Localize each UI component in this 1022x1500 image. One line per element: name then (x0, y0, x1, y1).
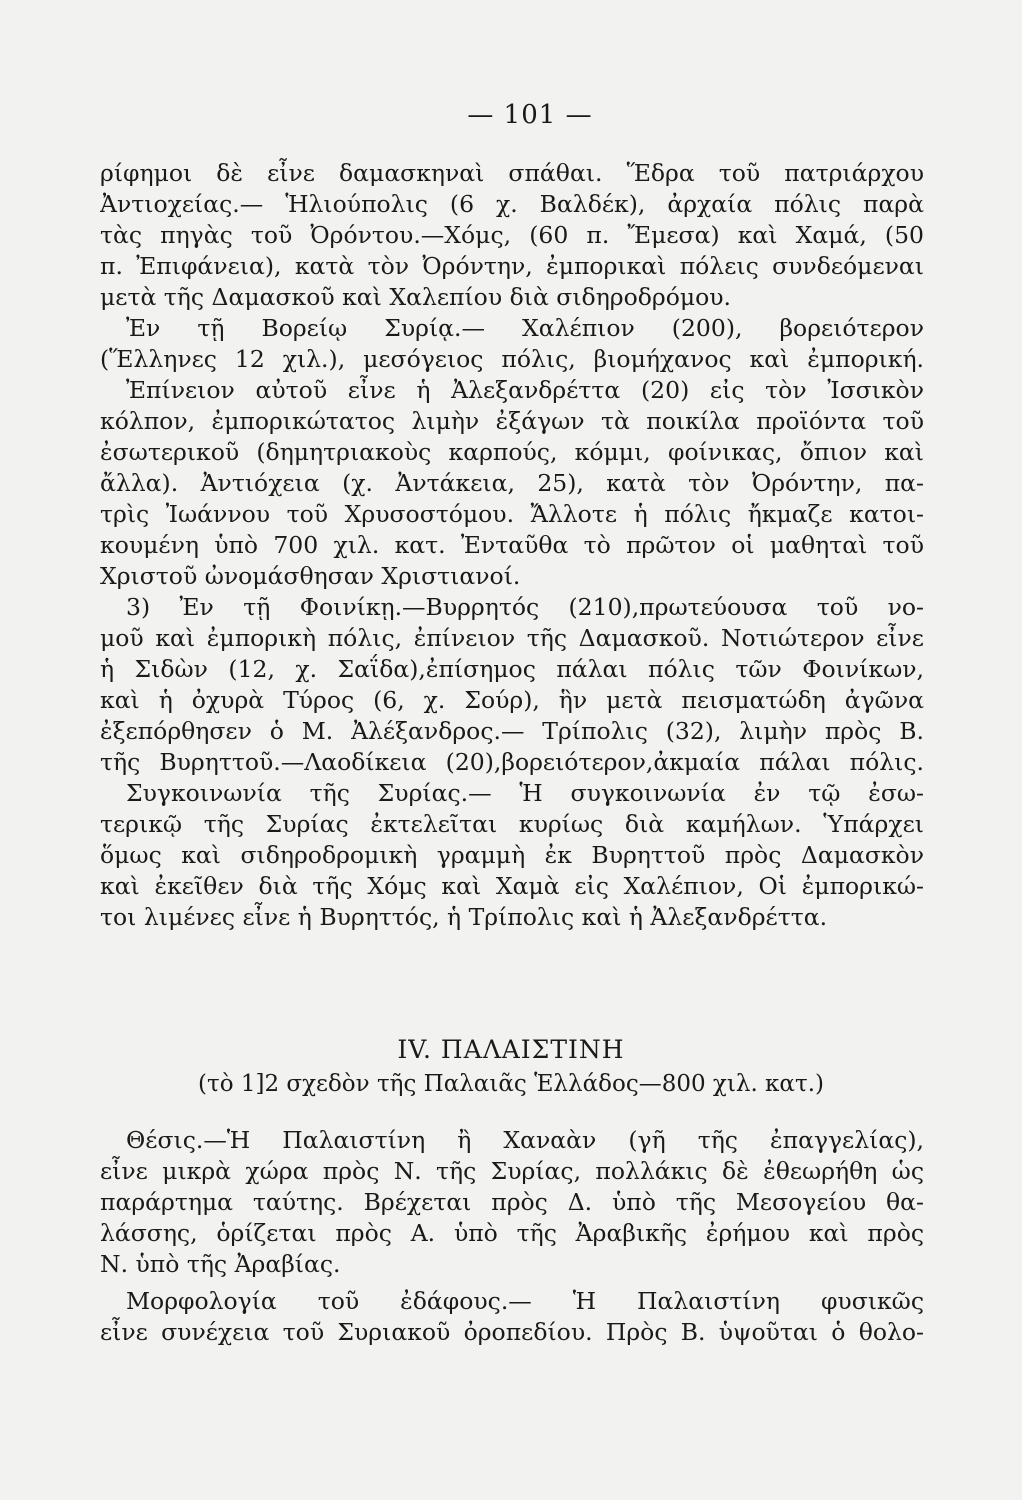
text-line: Ν. ὑπὸ τῆς Ἀραβίας. (100, 1250, 341, 1278)
text-line: 3) Ἐν τῇ Φοινίκῃ.—Βυρρητός (210),πρωτεύουσα τοῦ νο- (126, 593, 924, 621)
text-line: εἶνε συνέχεια τοῦ Συριακοῦ ὀροπεδίου. Πρὸς Β. ὑψοῦται ὁ θολο- (100, 1318, 924, 1346)
text-line: μοῦ καὶ ἐμπορικὴ πόλις, ἐπίνειον τῆς Δαμασκοῦ. Νοτιώτερον εἶνε (100, 624, 924, 652)
section-subtitle: (τὸ 1]2 σχεδὸν τῆς Παλαιᾶς Ἑλλάδος—800 χιλ. κατ.) (198, 1071, 824, 1097)
text-line: Μορφολογία τοῦ ἐδάφους.— Ἡ Παλαιστίνη φυσικῶς (126, 1287, 924, 1315)
section-heading: IV. ΠΑΛΑΙΣΤΙΝΗ (397, 1035, 625, 1064)
text-line: Ἐν τῇ Βορείῳ Συρίᾳ.— Χαλέπιον (200), βορειότερον (126, 314, 924, 342)
text-line: παράρτημα ταύτης. Βρέχεται πρὸς Δ. ὑπὸ τῆς Μεσογείου θα- (100, 1188, 924, 1216)
text-line: π. Ἐπιφάνεια), κατὰ τὸν Ὀρόντην, ἐμπορικαὶ πόλεις συνδεόμεναι (100, 252, 924, 280)
text-line: ὅμως καὶ σιδηροδρομικὴ γραμμὴ ἐκ Βυρηττοῦ πρὸς Δαμασκὸν (100, 841, 924, 869)
page-number: — 101 — (467, 100, 593, 130)
text-line: ἐξεπόρθησεν ὁ Μ. Ἀλέξανδρος.— Τρίπολις (32), λιμὴν πρὸς Β. (100, 717, 924, 745)
text-line: καὶ ἡ ὀχυρὰ Τύρος (6, χ. Σούρ), ἣν μετὰ πεισματώδη ἀγῶνα (100, 686, 924, 714)
text-line: ρίφημοι δὲ εἶνε δαμασκηναὶ σπάθαι. Ἕδρα τοῦ πατριάρχου (100, 159, 924, 187)
text-line: Ἐπίνειον αὐτοῦ εἶνε ἡ Ἀλεξανδρέττα (20) εἰς τὸν Ἰσσικὸν (126, 376, 924, 404)
text-line: τῆς Βυρηττοῦ.—Λαοδίκεια (20),βορειότερον,ἀκμαία πάλαι πόλις. (100, 748, 924, 776)
text-line: Χριστοῦ ὠνομάσθησαν Χριστιανοί. (100, 562, 521, 590)
text-line: μετὰ τῆς Δαμασκοῦ καὶ Χαλεπίου διὰ σιδηροδρόμου. (100, 283, 732, 311)
text-line: κουμένη ὑπὸ 700 χιλ. κατ. Ἐνταῦθα τὸ πρῶτον οἱ μαθηταὶ τοῦ (100, 531, 924, 559)
text-line: καὶ ἐκεῖθεν διὰ τῆς Χόμς καὶ Χαμὰ εἰς Χαλέπιον, Οἱ ἐμπορικώ- (100, 872, 924, 900)
text-line: τὰς πηγὰς τοῦ Ὀρόντου.—Χόμς, (60 π. Ἔμεσα) καὶ Χαμά, (50 (100, 221, 924, 249)
text-line: ἄλλα). Ἀντιόχεια (χ. Ἀντάκεια, 25), κατὰ τὸν Ὀρόντην, πα- (100, 469, 924, 497)
text-line: (Ἕλληνες 12 χιλ.), μεσόγειος πόλις, βιομήχανος καὶ ἐμπορική. (100, 345, 924, 373)
text-line: εἶνε μικρὰ χώρα πρὸς Ν. τῆς Συρίας, πολλάκις δὲ ἐθεωρήθη ὡς (100, 1157, 924, 1185)
text-line: Θέσις.—Ἡ Παλαιστίνη ἢ Χαναὰν (γῆ τῆς ἐπαγγελίας), (126, 1126, 924, 1154)
text-line: τερικῷ τῆς Συρίας ἐκτελεῖται κυρίως διὰ καμήλων. Ὑπάρχει (100, 810, 924, 838)
text-line: Συγκοινωνία τῆς Συρίας.— Ἡ συγκοινωνία ἐν τῷ ἐσω- (126, 779, 924, 807)
palestine-text (100, 1125, 924, 1348)
syria-cities-text (100, 158, 924, 933)
text-line: τρὶς Ἰωάννου τοῦ Χρυσοστόμου. Ἄλλοτε ἡ πόλις ἤκμαζε κατοι- (100, 500, 924, 528)
text-line: λάσσης, ὁρίζεται πρὸς Α. ὑπὸ τῆς Ἀραβικῆς ἐρήμου καὶ πρὸς (100, 1219, 924, 1247)
text-line: Ἀντιοχείας.— Ἡλιούπολις (6 χ. Βαλδέκ), ἀρχαία πόλις παρὰ (100, 190, 924, 218)
text-line: τοι λιμένες εἶνε ἡ Βυρηττός, ἡ Τρίπολις καὶ ἡ Ἀλεξανδρέττα. (100, 903, 828, 931)
text-line: κόλπον, ἐμπορικώτατος λιμὴν ἐξάγων τὰ ποικίλα προϊόντα τοῦ (100, 407, 924, 435)
text-line: ἡ Σιδὼν (12, χ. Σαΐδα),ἐπίσημος πάλαι πόλις τῶν Φοινίκων, (100, 655, 924, 683)
text-line: ἐσωτερικοῦ (δημητριακοὺς καρπούς, κόμμι, φοίνικας, ὄπιον καὶ (100, 438, 924, 466)
